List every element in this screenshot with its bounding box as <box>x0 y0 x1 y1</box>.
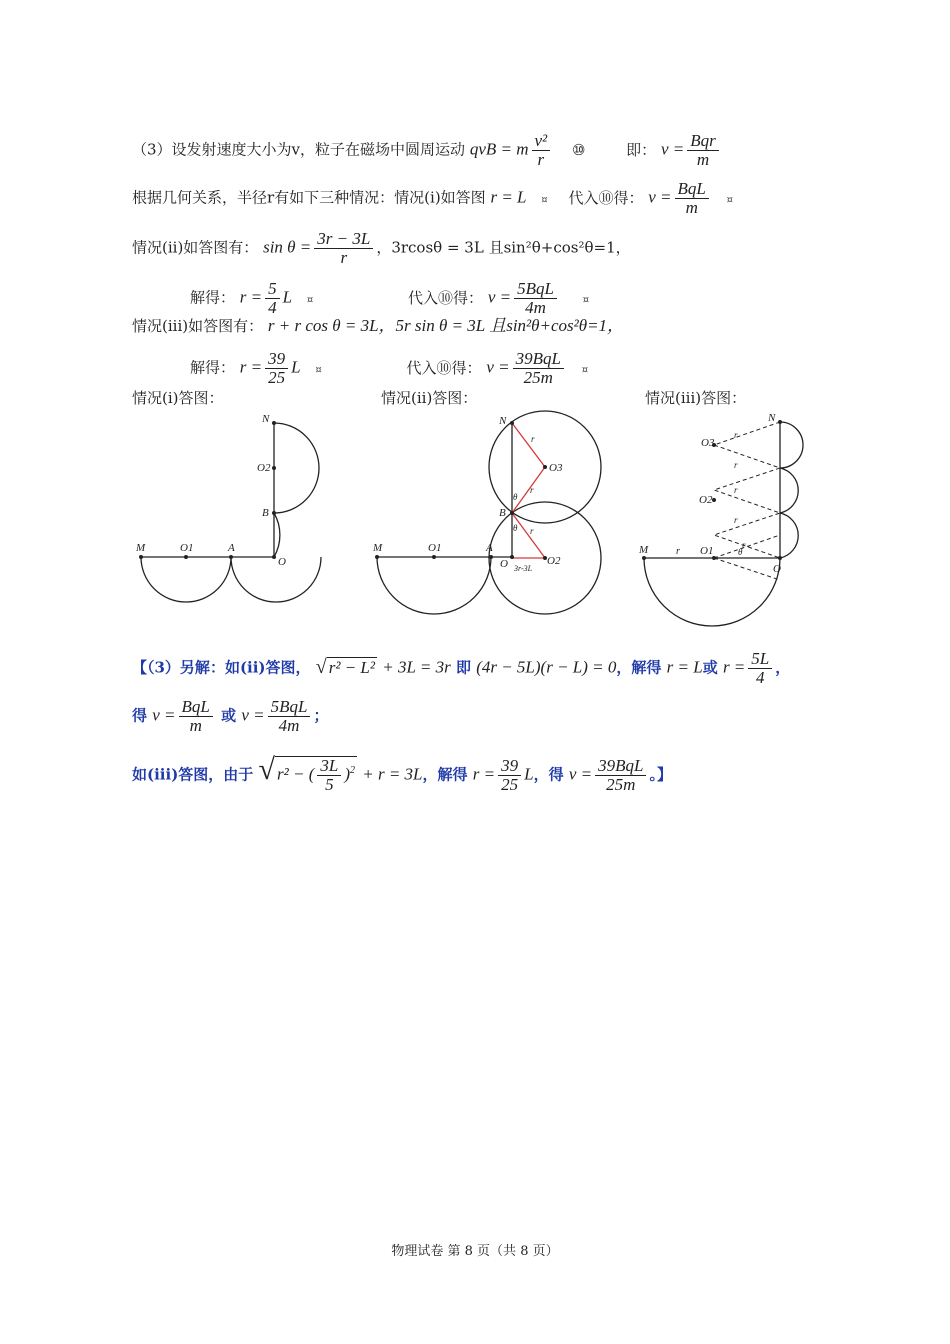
cosine-equation: ，3rcosθ = 3L 且sin²θ+cos²θ=1， <box>376 238 631 257</box>
numerator: 39BqL <box>513 350 564 369</box>
numerator: 39 <box>498 757 521 776</box>
label-o3: O3 <box>549 462 563 474</box>
label-n: N <box>768 412 776 424</box>
label-o1: O1 <box>180 542 194 554</box>
label-o2: O2 <box>547 555 561 567</box>
label-b: B <box>262 507 269 519</box>
score-mark: ¤ <box>315 364 322 376</box>
line-text: 情况(ii)如答图有： <box>132 238 259 257</box>
radius-line <box>714 558 780 580</box>
score-mark: ¤ <box>581 364 589 376</box>
semicircle-large <box>644 558 780 626</box>
line-text: ，得 <box>533 765 564 784</box>
velocity-equation: v = <box>660 139 685 159</box>
line-text: 解得： <box>190 288 236 307</box>
numerator: 39 <box>265 350 288 369</box>
numerator: 5L <box>748 650 772 669</box>
line-text: 代入⑩得： <box>568 188 644 207</box>
fraction <box>498 757 521 794</box>
line-text: 即： <box>626 140 657 159</box>
alt-solution-line-2 <box>132 698 329 735</box>
page-footer: 物理试卷 第 8 页（共 8 页） <box>391 1244 559 1259</box>
denominator: 25 <box>501 774 519 794</box>
denominator: 4m <box>525 298 546 317</box>
label-r: r <box>734 485 738 495</box>
line-text: ； <box>313 706 329 725</box>
label-n: N <box>262 413 270 425</box>
label-3r-3l: 3r-3L <box>514 564 533 573</box>
denominator: r <box>537 150 545 169</box>
line-text: ， <box>775 658 791 677</box>
label-o2: O2 <box>699 494 713 506</box>
label-r: r <box>530 485 534 495</box>
denominator: m <box>685 198 698 217</box>
figure-i-caption: 情况(i)答图： <box>132 389 224 407</box>
label-b: B <box>499 507 506 519</box>
velocity-equation: v = <box>486 357 510 377</box>
denominator: m <box>696 150 710 169</box>
radicand: r² − L² <box>328 657 375 677</box>
line-text: 得 <box>132 706 148 725</box>
numerator: 3L <box>317 757 341 776</box>
alt-solution-line-3: 如(iii)答图，由于 √ r² − ( $\frac{3L}{5}$ )$^2$ + r = 3L，解得 r = $\frac{39}{25}$ L，得 v = $\frac{\text{39BqL}}{25m}$ 。】 <box>132 753 672 794</box>
velocity-equation: v = <box>568 764 593 784</box>
equation-mark: ⑩ <box>571 140 586 159</box>
line-text: 即 <box>455 658 471 677</box>
equation: + r = 3L <box>362 764 423 784</box>
figure-ii-caption: 情况(ii)答图： <box>381 389 478 407</box>
denominator: 25m <box>523 368 553 387</box>
line-text: 如(iii)答图，由于 <box>132 765 254 784</box>
label-o: O <box>278 556 286 568</box>
radius-equation: r = <box>239 287 263 307</box>
denominator: r <box>340 248 348 267</box>
momentum-equation: qvB = m <box>469 139 529 159</box>
denominator: 5 <box>325 775 334 794</box>
velocity-equation: v = <box>152 705 176 725</box>
score-mark: ¤ <box>306 294 314 306</box>
line-text: 代入⑩得： <box>406 358 482 377</box>
arc-mid <box>780 468 798 513</box>
label-r: r <box>734 515 738 525</box>
denominator: 25 <box>268 368 286 387</box>
radicand: r² − <box>277 764 305 784</box>
velocity-equation: v = <box>648 187 672 207</box>
line-text: 解得： <box>190 358 236 377</box>
unit: L <box>291 357 301 377</box>
fraction <box>595 757 646 794</box>
label-o: O <box>773 563 781 575</box>
label-r: r <box>530 526 534 536</box>
label-r: r <box>676 546 680 557</box>
label-o: O <box>500 558 508 570</box>
line-text: ，解得 <box>422 765 468 784</box>
label-theta: θ <box>738 547 743 557</box>
radius-equation: r = L <box>490 187 527 207</box>
label-o3: O3 <box>701 437 715 449</box>
label-a: A <box>228 542 235 554</box>
line-text: 或 <box>221 706 237 725</box>
label-m: M <box>136 542 146 554</box>
numerator: BqL <box>179 698 213 717</box>
score-mark: ¤ <box>541 194 548 206</box>
sine-equation: sin θ = <box>263 237 312 257</box>
radius-equation: r = <box>239 357 263 377</box>
numerator: 5 <box>265 280 280 299</box>
line-text: 代入⑩得： <box>408 288 484 307</box>
denominator: m <box>189 716 202 735</box>
line-text: 。】 <box>649 765 672 784</box>
denominator: 4 <box>268 298 277 317</box>
label-theta: θ <box>513 523 518 533</box>
zigzag-path <box>714 422 780 558</box>
label-m: M <box>373 542 383 554</box>
line-text: ，解得 <box>616 658 662 677</box>
label-r: r <box>734 430 738 440</box>
score-mark: ¤ <box>726 194 734 206</box>
label-o1: O1 <box>700 545 714 557</box>
equation: + 3L = 3r <box>382 657 451 677</box>
label-a: A <box>486 542 493 554</box>
label-o1: O1 <box>428 542 442 554</box>
fraction <box>268 698 311 735</box>
alt-solution-line-1: 【（3）另解：如(ii)答图， √ r² − L² + 3L = 3r 即 (4r − 5L)(r − L) = 0，解得 r = L或 r = $\frac{5L}{4}$ ， <box>132 649 791 687</box>
fraction <box>179 698 213 735</box>
unit: L <box>282 287 293 307</box>
numerator: BqL <box>675 180 709 199</box>
line-text: （3）设发射速度大小为v，粒子在磁场中圆周运动 <box>132 140 466 159</box>
line-text: 或 <box>702 658 718 677</box>
velocity-equation: v = <box>487 287 512 307</box>
label-r: r <box>531 434 535 444</box>
denominator: 25m <box>606 774 636 794</box>
numerator: 5BqL <box>268 698 311 717</box>
numerator: 5BqL <box>514 280 557 299</box>
numerator: 3r − 3L <box>314 230 373 249</box>
equation: (4r − 5L)(r − L) = 0 <box>476 657 617 677</box>
fraction <box>317 757 341 794</box>
line-text: 情况(iii)如答图有： <box>132 317 264 335</box>
label-m: M <box>639 544 649 556</box>
label-r: r <box>734 460 738 470</box>
equation: r = L <box>666 657 703 677</box>
arc-bottom <box>780 513 798 558</box>
radius-equation: r = <box>472 764 496 784</box>
unit: L <box>524 764 534 784</box>
label-r: r <box>742 540 746 550</box>
numerator: 39BqL <box>595 757 646 776</box>
equation: r = <box>722 657 746 677</box>
label-n: N <box>499 415 507 427</box>
score-mark: ¤ <box>582 294 590 306</box>
line-text: 【（3）另解：如(ii)答图， <box>132 658 311 677</box>
denominator: 4 <box>756 668 765 687</box>
denominator: 4m <box>278 716 300 735</box>
arc-top <box>780 422 803 468</box>
velocity-equation: v = <box>241 705 265 725</box>
figure-iii-caption: 情况(iii)答图： <box>645 389 747 407</box>
exponent: 2 <box>350 764 355 776</box>
numerator: v² <box>532 132 551 151</box>
label-theta: θ <box>513 492 518 502</box>
numerator: Bqr <box>687 132 719 151</box>
fraction <box>748 650 772 687</box>
label-o2: O2 <box>257 462 271 474</box>
line-text: 根据几何关系，半径r有如下三种情况：情况(i)如答图 <box>132 188 486 207</box>
geometry-equation: r + r cos θ = 3L，5r sin θ = 3L 且sin²θ+cos²θ=1， <box>267 316 625 335</box>
